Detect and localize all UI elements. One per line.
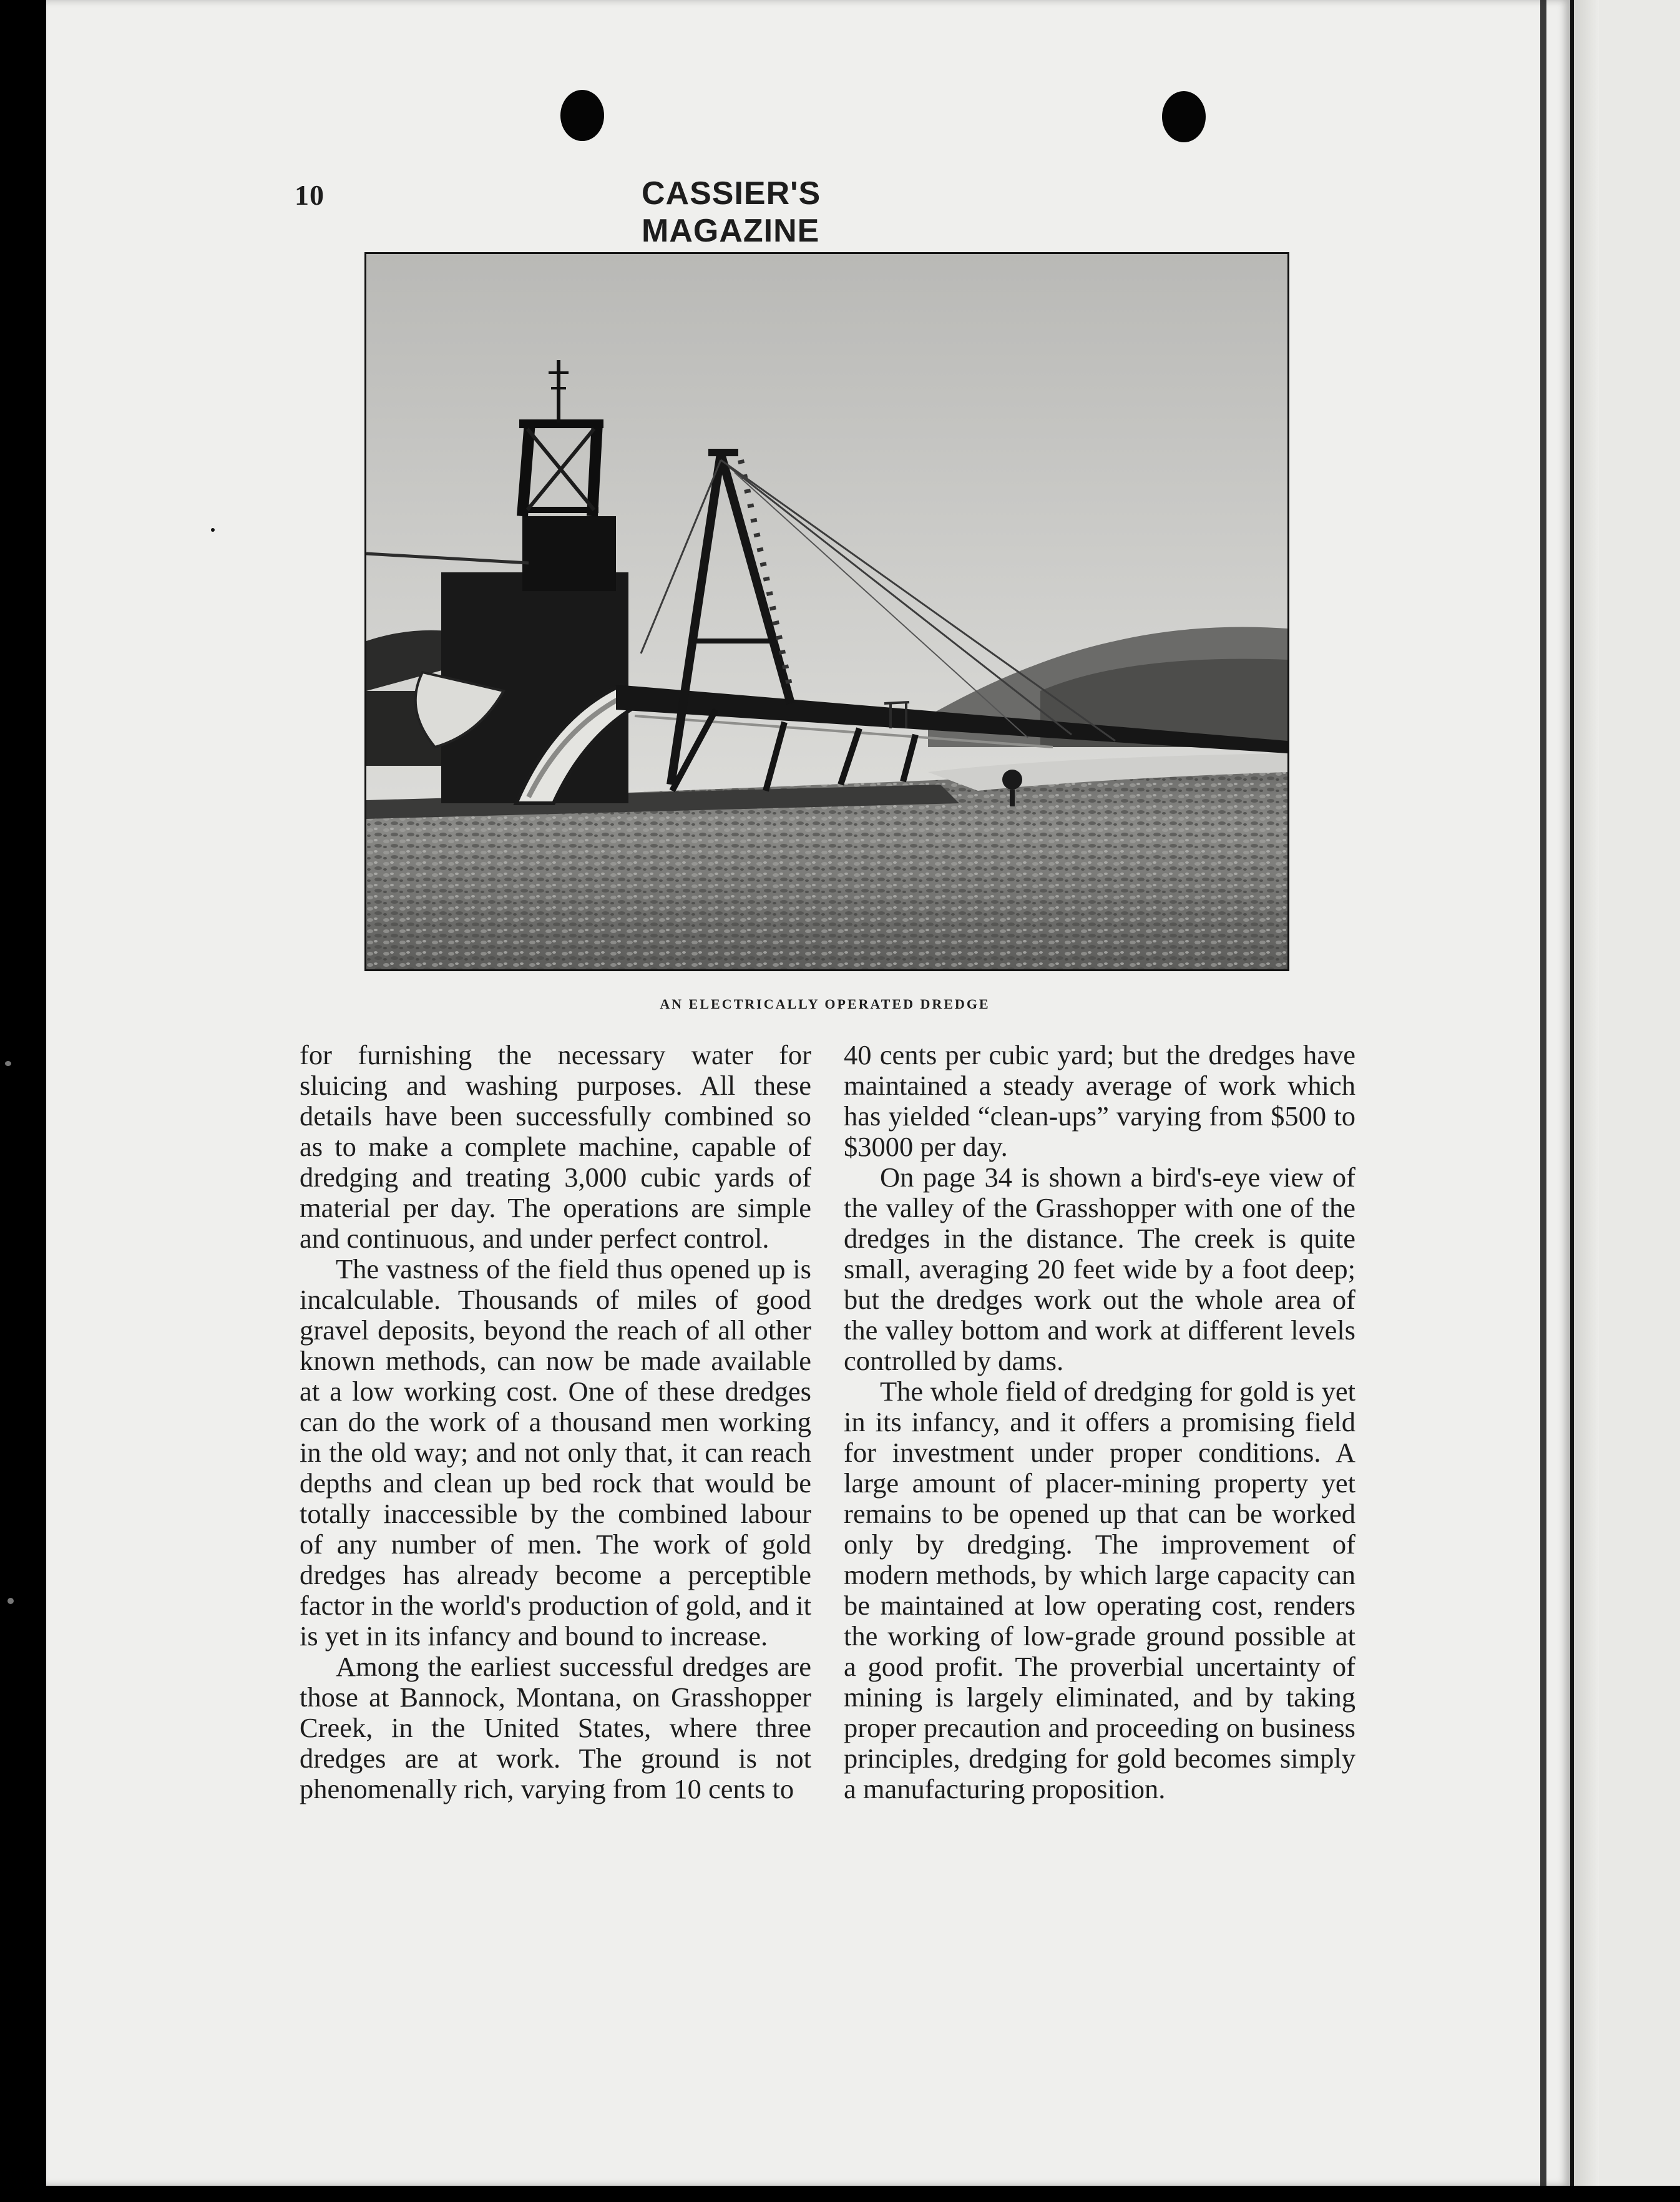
binding-edge xyxy=(1540,0,1546,2186)
page-curl-shadow xyxy=(1574,0,1599,2186)
paragraph: Among the earliest successful dredges are those at Bannock, Montana, on Grasshopper Creek, in the United States, where three dredges are at work. The ground is not phenomenally rich, varying from 10 cents to xyxy=(300,1651,811,1804)
paragraph: The vastness of the field thus opened up is incalculable. Thousands of miles of good gravel deposits, beyond the reach of all other known methods, can now be made available at a low working cost. One of these dredges can do the work of a thousand men working in the old way; and not only that, it can reach depths and clean up bed rock that would be totally inaccessible by the combined labour of any number of men. The work of gold dredges has already become a perceptible factor in the world's production of gold, and it is yet in its infancy and bound to increase. xyxy=(300,1253,811,1652)
punch-hole-left xyxy=(560,90,604,141)
scan-speck xyxy=(211,528,215,532)
paragraph: On page 34 is shown a bird's-eye view of the valley of the Grasshopper with one of the dredges in the distance. The creek is quite small, averaging 20 feet wide by a foot deep; but the dredges work out the whole area of the valley bottom and work at different levels controlled by dams. xyxy=(844,1162,1355,1376)
dredge-photograph xyxy=(364,252,1289,971)
scan-speck xyxy=(5,1061,11,1066)
paragraph: The whole field of dredging for gold is yet in its infancy, and it offers a promising field for investment under proper conditions. A large amount of placer-mining property yet remains to be opened up that can be worked only by dredging. The improvement of modern methods, by which large capacity can be maintained at low operating cost, renders the working of low-grade ground possible at a good profit. The proverbial uncertainty of mining is largely eliminated, and by taking proper precaution and proceeding on business principles, dredging for gold becomes simply a manufacturing proposition. xyxy=(844,1376,1355,1804)
paragraph: 40 cents per cubic yard; but the dredges have maintained a steady average of work which has yielded “clean-ups” varying from $500 to $3000 per day. xyxy=(844,1039,1355,1162)
text-column-right xyxy=(844,1040,1355,1804)
magazine-title: CASSIER'S MAGAZINE xyxy=(642,175,821,249)
running-head xyxy=(295,175,1006,249)
figure-caption: AN ELECTRICALLY OPERATED DREDGE xyxy=(660,996,990,1012)
paragraph: for furnishing the necessary water for sluicing and washing purposes. All these details have been successfully combined so as to make a complete machine, capable of dredging and treating 3,000 cubic yards of material per day. The operations are simple and continuous, and under perfect control. xyxy=(300,1039,811,1254)
adjacent-page-edge xyxy=(1570,0,1680,2186)
page-number: 10 xyxy=(295,179,325,211)
punch-hole-right xyxy=(1162,91,1206,142)
scan-speck xyxy=(7,1598,14,1604)
dredge-photo-illustration xyxy=(366,254,1287,969)
text-column-left xyxy=(300,1040,811,1804)
